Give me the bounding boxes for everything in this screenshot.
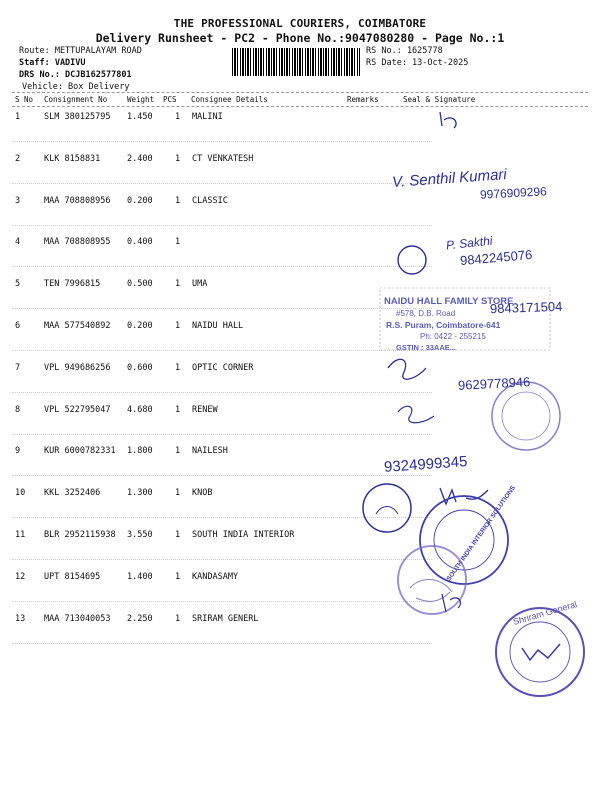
naidu-stamp-address: #578, D.B. Road [396, 309, 456, 318]
col-consignment: Consignment No [44, 95, 108, 104]
row-consignee: KANDASAMY [192, 571, 239, 582]
row-weight: 3.550 [127, 530, 153, 540]
row-consignee: SOUTH INDIA INTERIOR [192, 530, 295, 540]
row-sno: 5 [15, 279, 21, 290]
row-pcs: 1 [175, 446, 181, 457]
signature-scribble-1 [440, 112, 456, 128]
row-sno: 11 [15, 530, 26, 540]
row-consignment-no: MAA 708808955 [44, 237, 111, 248]
row-consignment-no: SLM 380125795 [44, 112, 111, 122]
handwritten-phone-3: 9842245076 [459, 246, 533, 269]
row-pcs: 1 [175, 279, 181, 290]
row-consignment-no: MAA 708808956 [44, 195, 111, 206]
signature-scribble-7 [388, 359, 426, 379]
col-seal: Seal & Signature [403, 95, 476, 104]
row-sno: 10 [15, 488, 26, 499]
row-consignment-no: VPL 522795047 [44, 404, 111, 415]
row-consignment-no: KLK 8158831 [44, 153, 101, 164]
row-sno: 2 [15, 153, 21, 164]
col-pcs: PCS [163, 95, 177, 104]
row-weight: 0.400 [127, 237, 153, 248]
row-pcs: 1 [175, 321, 181, 331]
row-consignment-no: KKL 3252406 [44, 488, 101, 499]
row-consignee: UMA [192, 279, 208, 290]
signature-scribble-8 [398, 406, 434, 423]
row-sno: 1 [15, 112, 21, 122]
handwritten-signature-2: V. Senthil Kumari [391, 166, 508, 191]
runsheet-title: Delivery Runsheet - PC2 - Phone No.:9047080280 - Page No.:1 [95, 31, 505, 45]
handwritten-phone-7: 9629778946 [457, 374, 531, 393]
shriram-stamp-text: Shriram General [511, 599, 579, 627]
row-pcs: 1 [175, 571, 181, 582]
col-sno: S No [15, 95, 34, 104]
handwritten-phone-6: 9843171504 [489, 298, 563, 317]
row-consignee: CT VENKATESH [192, 153, 254, 164]
row-consignment-no: KUR 6000782331 [44, 446, 116, 457]
drs-number: DRS No.: DCJB162577801 [19, 70, 132, 80]
row-pcs: 1 [175, 237, 181, 248]
row-sno: 13 [15, 613, 26, 624]
row-consignment-no: MAA 577540892 [44, 321, 111, 331]
row-weight: 2.400 [127, 153, 153, 164]
rs-number: RS No.: 1625778 [366, 46, 443, 56]
col-remarks: Remarks [347, 95, 379, 104]
row-pcs: 1 [175, 153, 181, 164]
handwriting-layer [340, 100, 600, 800]
naidu-stamp-name: NAIDU HALL FAMILY STORE [384, 296, 514, 307]
row-weight: 0.200 [127, 195, 153, 206]
naidu-stamp-gstin: GSTIN : 33AAE... [396, 343, 457, 352]
handwritten-phone-2: 9976909296 [479, 184, 548, 202]
handwritten-signature-3: P. Sakthi [445, 233, 494, 253]
row-sno: 8 [15, 404, 21, 415]
row-sno: 4 [15, 237, 21, 248]
staff-text: Staff: VADIVU [19, 58, 86, 68]
row-weight: 1.450 [127, 112, 153, 122]
row-sno: 6 [15, 321, 21, 331]
row-weight: 1.400 [127, 571, 153, 582]
row-weight: 4.680 [127, 404, 153, 415]
signature-area [340, 100, 600, 800]
col-consignee: Consignee Details [191, 95, 268, 104]
company-title: THE PROFESSIONAL COURIERS, COIMBATORE [173, 17, 427, 30]
row-consignment-no: TEN 7996815 [44, 279, 101, 290]
row-weight: 0.500 [127, 279, 153, 290]
col-weight: Weight [127, 95, 155, 104]
row-consignee: MALINI [192, 112, 223, 122]
row-consignee: CLASSIC [192, 195, 228, 206]
route-text: Route: METTUPALAYAM ROAD [19, 46, 142, 56]
row-consignment-no: UPT 8154695 [44, 571, 101, 582]
rs-date: RS Date: 13-Oct-2025 [366, 58, 469, 68]
row-sno: 9 [15, 446, 21, 457]
row-sno: 3 [15, 195, 21, 206]
row-consignee: RENEW [192, 404, 218, 415]
row-consignee: NAILESH [192, 446, 228, 457]
circled-number [398, 246, 426, 274]
barcode [232, 48, 360, 76]
row-weight: 2.250 [127, 613, 153, 624]
row-weight: 1.300 [127, 488, 153, 499]
row-pcs: 1 [175, 530, 181, 540]
vehicle-text: Vehicle: Box Delivery [22, 82, 130, 92]
row-consignment-no: MAA 713040053 [44, 613, 111, 624]
interior-stamp-text: SOUTH INDIA INTERIOR SOLUTIONS [445, 484, 518, 583]
row-consignee: NAIDU HALL [192, 321, 244, 331]
naidu-stamp-phone: Ph: 0422 - 255215 [420, 332, 486, 341]
row-pcs: 1 [175, 488, 181, 499]
row-sno: 7 [15, 362, 21, 373]
knob-stamp [363, 484, 411, 532]
row-weight: 1.800 [127, 446, 153, 457]
row-consignment-no: VPL 949686256 [44, 362, 111, 373]
row-weight: 0.600 [127, 362, 153, 373]
row-pcs: 1 [175, 404, 181, 415]
header-divider-top [12, 92, 588, 93]
row-consignment-no: BLR 2952115938 [44, 530, 116, 540]
row-sno: 12 [15, 571, 26, 582]
row-consignee: OPTIC CORNER [192, 362, 254, 373]
naidu-stamp-city: R.S. Puram, Coimbatore-641 [386, 320, 501, 330]
row-consignee: KNOB [192, 488, 213, 499]
handwritten-phone-9: 9324999345 [383, 453, 468, 476]
row-pcs: 1 [175, 362, 181, 373]
row-pcs: 1 [175, 613, 181, 624]
row-pcs: 1 [175, 195, 181, 206]
row-consignee: SRIRAM GENERL [192, 613, 259, 624]
row-weight: 0.200 [127, 321, 153, 331]
row-pcs: 1 [175, 112, 181, 122]
